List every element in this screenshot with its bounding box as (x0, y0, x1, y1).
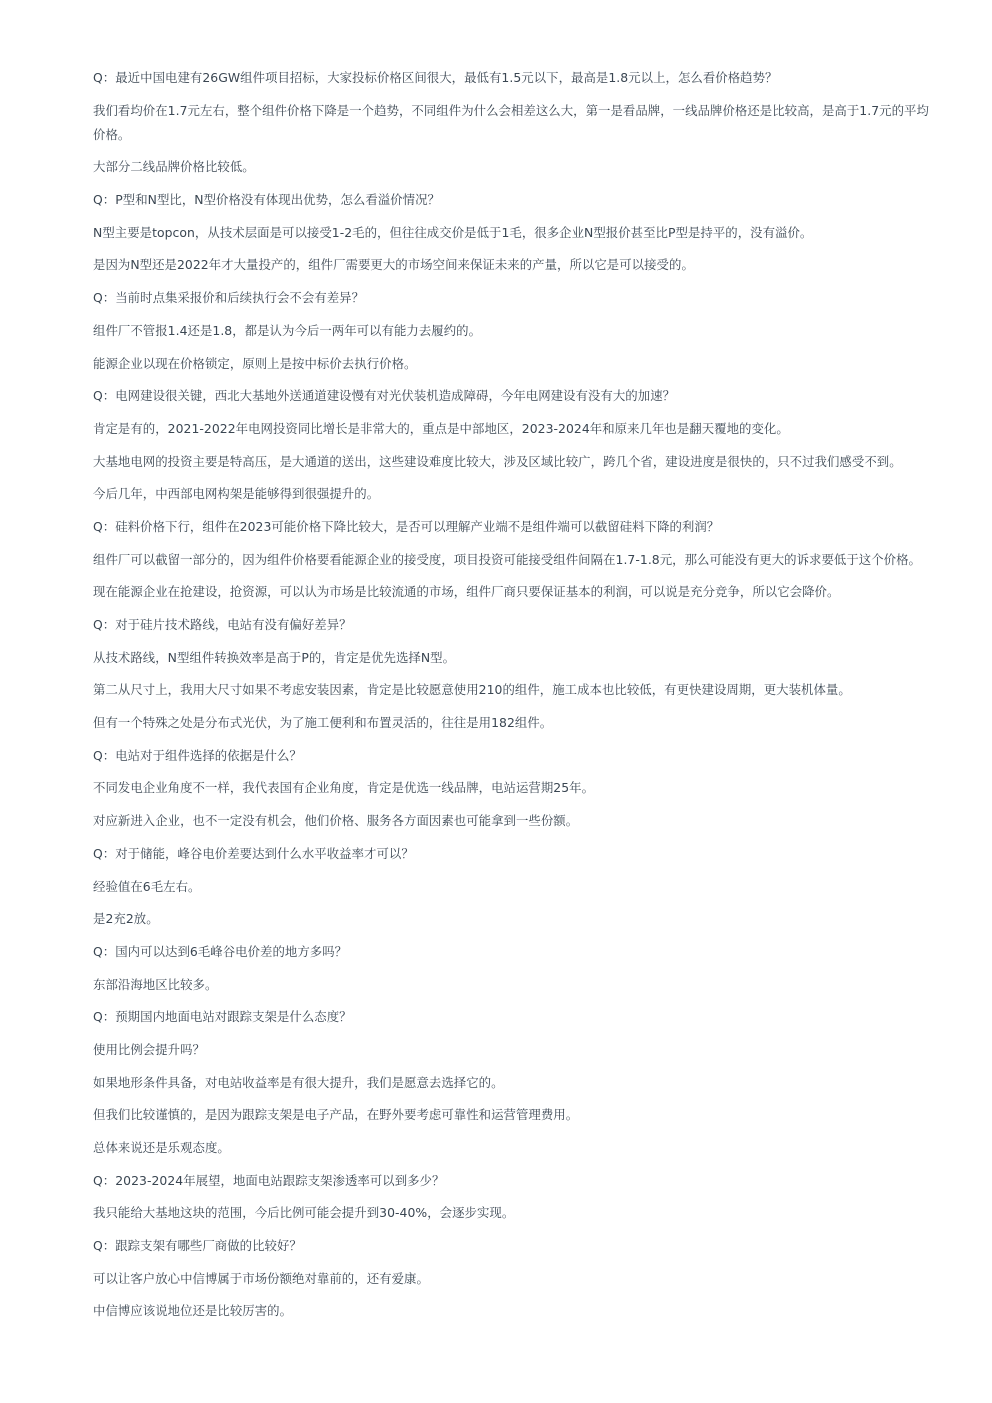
answer-paragraph: 第二从尺寸上，我用大尺寸如果不考虑安装因素，肯定是比较愿意使用210的组件，施工成本也比较低，有更快建设周期，更大装机体量。 (93, 682, 851, 698)
answer-paragraph: 对应新进入企业，也不一定没有机会，他们价格、服务各方面因素也可能拿到一些份额。 (93, 813, 579, 829)
answer-paragraph: 组件厂可以截留一部分的，因为组件价格要看能源企业的接受度，项目投资可能接受组件间隔在1.7-1.8元，那么可能没有更大的诉求要低于这个价格。 (93, 551, 921, 567)
answer-paragraph: 如果地形条件具备，对电站收益率是有很大提升，我们是愿意去选择它的。 (93, 1074, 504, 1090)
answer-paragraph: 大基地电网的投资主要是特高压，是大通道的送出，这些建设难度比较大，涉及区域比较广，跨几个省，建设进度是很快的，只不过我们感受不到。 (93, 453, 902, 469)
answer-paragraph: 今后几年，中西部电网构架是能够得到很强提升的。 (93, 486, 380, 502)
answer-paragraph: 肯定是有的，2021-2022年电网投资同比增长是非常大的，重点是中部地区，2023-2024年和原来几年也是翻天覆地的变化。 (93, 420, 789, 436)
answer-paragraph: 总体来说还是乐观态度。 (93, 1140, 230, 1155)
answer-paragraph: 是因为N型还是2022年才大量投产的，组件厂需要更大的市场空间来保证未来的产量，所以它是可以接受的。 (93, 257, 694, 273)
answer-paragraph: 能源企业以现在价格锁定，原则上是按中标价去执行价格。 (93, 355, 417, 371)
question-paragraph: Q：2023-2024年展望，地面电站跟踪支架渗透率可以到多少？ (93, 1172, 445, 1188)
answer-paragraph: 但有一个特殊之处是分布式光伏，为了施工便利和布置灵活的，往往是用182组件。 (93, 715, 553, 731)
question-paragraph: Q：P型和N型比，N型价格没有体现出优势，怎么看溢价情况？ (93, 192, 440, 208)
answer-paragraph: 不同发电企业角度不一样，我代表国有企业角度，肯定是优选一线品牌，电站运营期25年。 (93, 780, 595, 796)
answer-paragraph: N型主要是topcon，从技术层面是可以接受1-2毛的，但往往成交价是低于1毛，很多企业N型报价甚至比P型是持平的，没有溢价。 (93, 224, 813, 240)
answer-paragraph: 从技术路线，N型组件转换效率是高于P的，肯定是优先选择N型。 (93, 649, 456, 665)
answer-paragraph: 大部分二线品牌价格比较低。 (93, 159, 255, 175)
question-paragraph: Q：跟踪支架有哪些厂商做的比较好？ (93, 1238, 302, 1254)
question-paragraph: Q：硅料价格下行，组件在2023可能价格下降比较大，是否可以理解产业端不是组件端可以截留硅料下降的利润？ (93, 518, 720, 534)
answer-paragraph: 现在能源企业在抢建设，抢资源，可以认为市场是比较流通的市场，组件厂商只要保证基本的利润，可以说是充分竞争，所以它会降价。 (93, 584, 840, 600)
answer-paragraph: 组件厂不管报1.4还是1.8，都是认为今后一两年可以有能力去履约的。 (93, 322, 482, 338)
question-paragraph: Q：当前时点集采报价和后续执行会不会有差异？ (93, 290, 365, 306)
answer-paragraph: 中信博应该说地位还是比较厉害的。 (93, 1303, 293, 1319)
answer-paragraph: 东部沿海地区比较多。 (93, 976, 218, 992)
answer-paragraph: 是2充2放。 (93, 911, 159, 927)
question-paragraph: Q：电网建设很关键，西北大基地外送通道建设慢有对光伏装机造成障碍，今年电网建设有没有大的加速？ (93, 388, 676, 404)
answer-paragraph: 我们看均价在1.7元左右，整个组件价格下降是一个趋势，不同组件为什么会相差这么大，第一是看品牌，一线品牌价格还是比较高，是高于1.7元的平均价格。 (93, 102, 929, 142)
document-body (93, 66, 939, 1332)
question-paragraph: Q：对于硅片技术路线，电站有没有偏好差异？ (93, 617, 352, 632)
question-paragraph: Q：最近中国电建有26GW组件项目招标，大家投标价格区间很大，最低有1.5元以下，最高是1.8元以上，怎么看价格趋势？ (93, 70, 778, 85)
question-paragraph: Q：国内可以达到6毛峰谷电价差的地方多吗？ (93, 943, 348, 959)
question-paragraph: Q：电站对于组件选择的依据是什么？ (93, 747, 302, 763)
question-paragraph: 使用比例会提升吗？ (93, 1041, 205, 1057)
answer-paragraph: 我只能给大基地这块的范围，今后比例可能会提升到30-40%，会逐步实现。 (93, 1205, 515, 1221)
answer-paragraph: 经验值在6毛左右。 (93, 878, 201, 894)
answer-paragraph: 可以让客户放心中信博属于市场份额绝对靠前的，还有爱康。 (93, 1270, 429, 1286)
answer-paragraph: 但我们比较谨慎的，是因为跟踪支架是电子产品，在野外要考虑可靠性和运营管理费用。 (93, 1107, 579, 1123)
question-paragraph: Q：预期国内地面电站对跟踪支架是什么态度？ (93, 1009, 352, 1025)
question-paragraph: Q：对于储能，峰谷电价差要达到什么水平收益率才可以？ (93, 845, 414, 861)
